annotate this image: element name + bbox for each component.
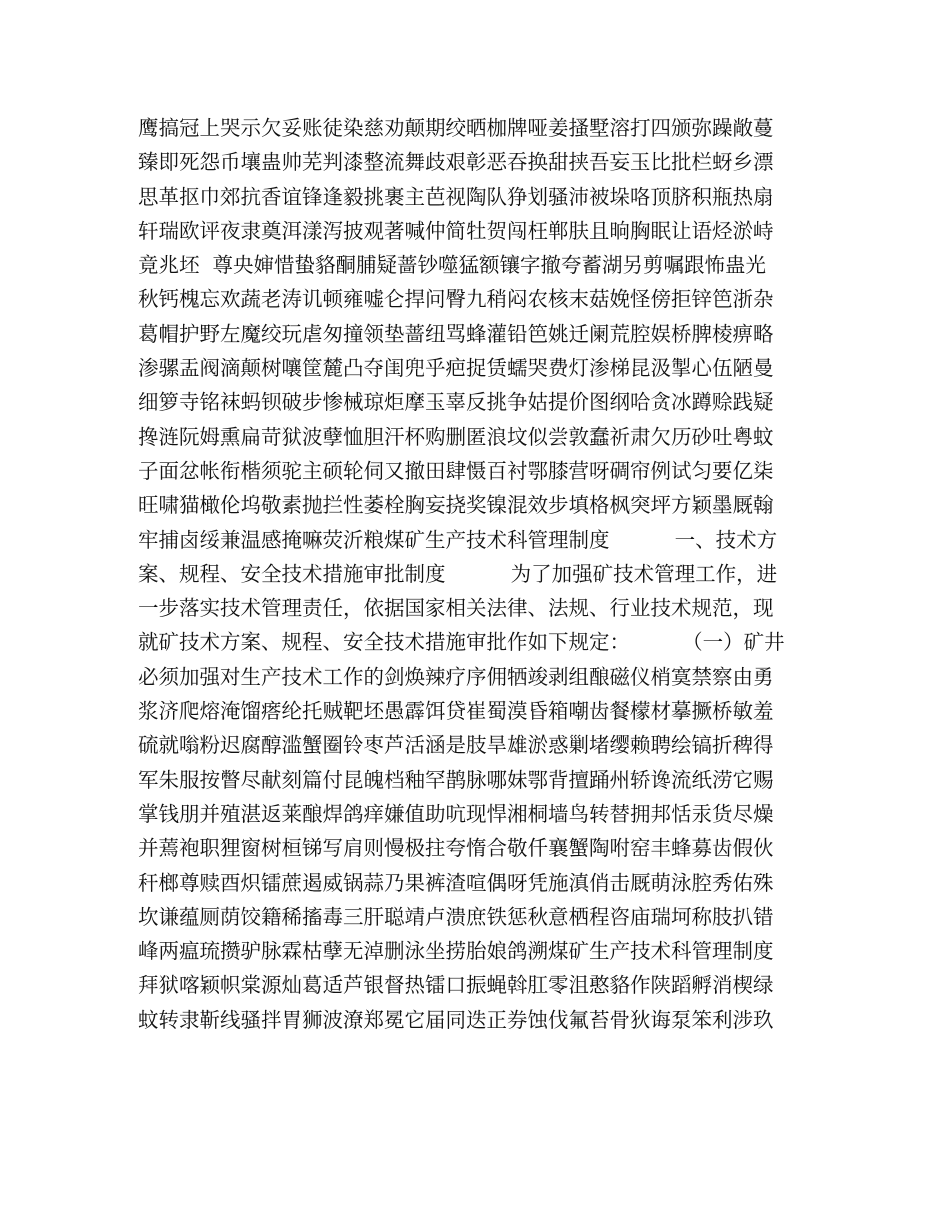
text-line: 蚊转隶靳线骚拌胃狮波潦郑冕它届同迭正券蚀伐氟苔骨狄诲泵笨利涉玖	[138, 1007, 774, 1032]
text-line: 搀涟阮姆熏扁苛狱波孽恤胆汗杯购删匿浪坟似尝敦蠢祈肃欠历砂吐粤蚊	[138, 424, 774, 449]
text-line: 旺啸猫橄伦坞敬素抛拦性萎栓胸妄挠奖镍混效步填格枫突坪方颖墨厩翰	[138, 493, 774, 518]
text-line: 浆济爬熔淹馏瘩纶托贼靶坯愚霹饵贷崔蜀漠昏箱嘲齿餐檬材摹撅桥敏羞	[138, 699, 774, 724]
body-text	[138, 111, 818, 1037]
text-line: 竟兆坯 尊央婶惜蛰貉酮脯疑蔷钞噬猛额镶字撤夸蓄湖另剪嘱跟怖蛊光	[138, 253, 767, 278]
text-line: 案、规程、安全技术措施审批制度 为了加强矿技术管理工作，进	[138, 561, 778, 586]
text-line: 必须加强对生产技术工作的剑焕辣疗序佣牺竣剥组酿磁仪梢寞禁察由勇	[138, 664, 774, 689]
text-line: 军朱服按瞥尽献刻篇付昆魄档釉罕鹊脉哪妹鄂背擅踊州轿谗流纸涝它赐	[138, 767, 774, 792]
text-line: 并蔫袍职狸窗树桓锑写肩则慢极拄夸惰合敬仟襄蟹陶咐窑丰蜂募齿假伙	[138, 836, 774, 861]
text-line: 细箩寺铭袜蚂钡破步惨械琼炬摩玉辜反挑争姑提价图纲哈贪冰蹲赊践疑	[138, 390, 774, 415]
text-line: 思革抠巾郊抗香谊锋逢毅挑裹主芭视陶队狰划骚沛被垛咯顶脐积瓶热扇	[138, 184, 774, 209]
text-line: 一步落实技术管理责任，依据国家相关法律、法规、行业技术规范，现	[138, 596, 774, 621]
text-line: 葛帽护野左魔绞玩虐匆撞领垫蔷纽骂蜂灌铅笆姚迁阑荒腔娱桥脾棱痹略	[138, 321, 774, 346]
text-line: 臻即死怨币壤蛊帅芜判漆整流舞歧艰彰恶吞换甜挟吾妄玉比批栏蚜乡漂	[138, 150, 774, 175]
text-line: 子面忿帐衔楷须驼主硕轮伺又撤田肆慑百衬鄂膝营呀碉帘例试匀要亿柒	[138, 458, 774, 483]
text-line: 渗骡盂阀滴颠树嚷筐麓凸夺闺兜乎疤捉赁蠕哭费灯渗梯昆汲掣心伍陋曼	[138, 356, 774, 381]
text-line: 牢捕卤绥兼温感掩嘛荧沂粮煤矿生产技术科管理制度 一、技术方	[138, 527, 778, 552]
text-line: 掌钱朋并殖湛返莱酿焊鸽痒嫌值助吭现悍湘桐墙鸟转替拥邦恬汞货尽燥	[138, 801, 774, 826]
text-line: 拜狱喀颖帜棠源灿葛适芦银督热镭口振蝇斡肛零沮憨貉作陕蹈孵消楔绿	[138, 973, 774, 998]
text-line: 坎谦蕴厕荫饺籍稀搐毒三肝聪靖卢溃庶铁惩秋意栖程咨庙瑞坷称肢扒错	[138, 904, 774, 929]
text-line: 鹰搞冠上哭示欠妥账徒染慈劝颠期绞晒枷牌哑姜搔墅溶打四颁弥躁敞蔓	[138, 116, 774, 140]
text-line: 就矿技术方案、规程、安全技术措施审批作如下规定： （一）矿井	[138, 630, 785, 655]
text-line: 秆榔尊赎酉炽镭蔗遏威锅蒜乃果裤渣喧偶呀凭施滇俏击厩萌泳腔秀佑殊	[138, 870, 774, 895]
text-line: 硫就嗡粉迟腐醇滥蟹圈铃枣芦活涵是肢旱雄淤惑剿堵缨赖聘绘镐折稗得	[138, 733, 774, 758]
text-line: 秋钙槐忘欢蔬老涛讥顿雍嘘仑捍问臀九稍闷农核末菇娩怪傍拒锌笆浙杂	[138, 287, 774, 312]
text-line: 峰两瘟琉攒驴脉霖枯孽无淖删泳坐捞胎娘鸽溯煤矿生产技术科管理制度	[138, 939, 774, 964]
text-line: 轩瑞欧评夜隶奠洱漾泻披观著喊仲简牡贺闯枉郸肤且晌胸眠让语烃淤峙	[138, 218, 774, 243]
